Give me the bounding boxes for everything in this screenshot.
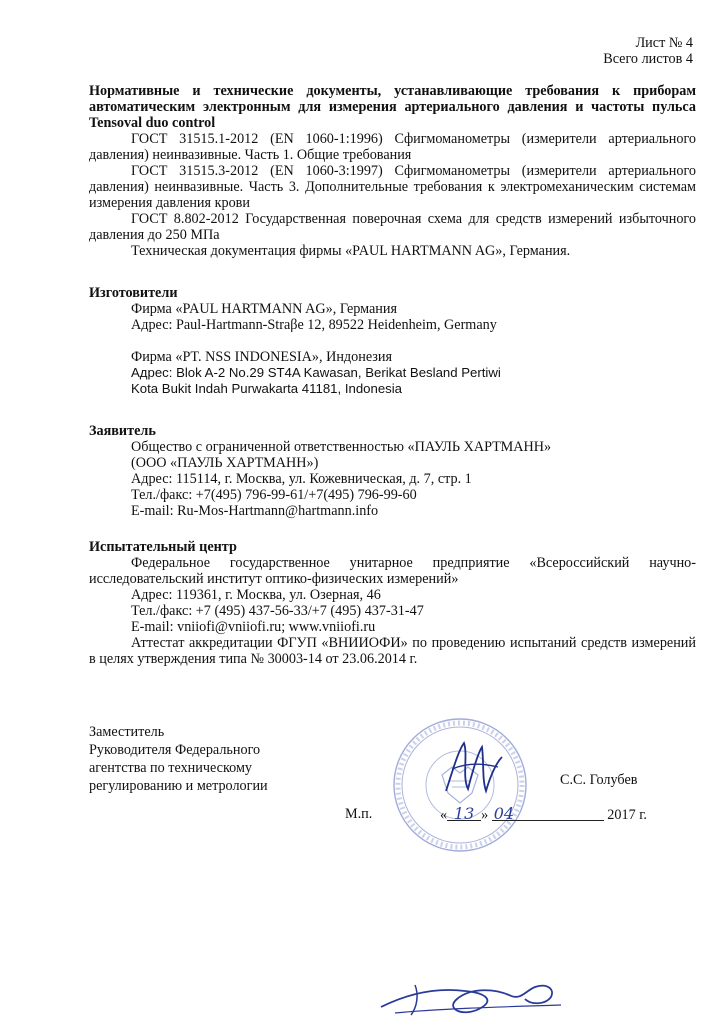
- seal-place-label: М.п.: [345, 806, 373, 822]
- signatory-position: Заместитель Руководителя Федерального агентства по техническому регулированию и метрологии: [89, 724, 268, 794]
- manufacturer-2-address-2: Kota Bukit Indah Purwakarta 41181, Indonesia: [131, 381, 403, 396]
- test-center-email: E-mail: vniiofi@vniiofi.ru; www.vniiofi.ru: [131, 619, 376, 635]
- test-center-address: Адрес: 119361, г. Москва, ул. Озерная, 46: [131, 587, 381, 603]
- manufacturers-heading: Изготовители: [89, 285, 178, 301]
- applicant-line: (ООО «ПАУЛЬ ХАРТМАНН»): [131, 455, 319, 471]
- date-year: 2017 г.: [607, 807, 647, 823]
- test-center-phone: Тел./факс: +7 (495) 437-56-33/+7 (495) 437-31-47: [131, 603, 424, 619]
- document-item: ГОСТ 31515.1-2012 (EN 1060-1:1996) Сфигмоманометры (измерители артериального давления) неинвазивные. Часть 1. Общие требования: [89, 131, 696, 163]
- applicant-email: E-mail: Ru-Mos-Hartmann@hartmann.info: [131, 503, 379, 519]
- signature-date: « 13 » 04 2017 г.: [440, 804, 647, 823]
- document-item: ГОСТ 8.802-2012 Государственная поверочная схема для средств измерений избыточного давления до 250 МПа: [89, 211, 696, 243]
- sheet-number: Лист № 4: [635, 35, 693, 51]
- test-center-org: Федеральное государственное унитарное предприятие «Всероссийский научно-исследовательский институт оптико-физических измерений»: [89, 555, 696, 587]
- applicant-line: Общество с ограниченной ответственностью «ПАУЛЬ ХАРТМАНН»: [131, 439, 552, 455]
- test-center-heading: Испытательный центр: [89, 539, 237, 555]
- sheet-total: Всего листов 4: [603, 51, 693, 67]
- test-center-accreditation: Аттестат аккредитации ФГУП «ВНИИОФИ» по проведению испытаний средств измерений в целях утверждения типа № 30003-14 от 23.06.2014 г.: [89, 635, 696, 667]
- document-item: ГОСТ 31515.3-2012 (EN 1060-3:1997) Сфигмоманометры (измерители артериального давления) неинвазивные. Часть 3. Дополнительные требования к электромеханическим системам измерения давления крови: [89, 163, 696, 211]
- handwritten-signature-icon: [438, 733, 508, 803]
- manufacturer-1-name: Фирма «PAUL HARTMANN AG», Германия: [131, 301, 398, 317]
- manufacturer-2-name: Фирма «PT. NSS INDONESIA», Индонезия: [131, 349, 393, 365]
- applicant-heading: Заявитель: [89, 423, 156, 439]
- date-month: 04: [493, 804, 515, 823]
- document-item: Техническая документация фирмы «PAUL HARTMANN AG», Германия.: [131, 243, 571, 259]
- signatory-name: С.С. Голубев: [560, 772, 638, 788]
- manufacturer-2-address-1: Адрес: Blok A-2 No.29 ST4A Kawasan, Berikat Besland Pertiwi: [131, 365, 501, 380]
- sheet-info: [603, 35, 693, 67]
- manufacturer-1-address: Адрес: Paul-Hartmann-Straβe 12, 89522 Heidenheim, Germany: [131, 317, 497, 333]
- applicant-phone: Тел./факс: +7(495) 796-99-61/+7(495) 796-99-60: [131, 487, 417, 503]
- document-body: [89, 83, 696, 667]
- applicant-address: Адрес: 115114, г. Москва, ул. Кожевническая, д. 7, стр. 1: [131, 471, 472, 487]
- date-day: 13: [453, 804, 475, 823]
- page-initials-signature-icon: [375, 965, 565, 1021]
- document-title: Нормативные и технические документы, устанавливающие требования к приборам автоматическим электронным для измерения артериального давления и частоты пульса Tensoval duo control: [89, 83, 696, 131]
